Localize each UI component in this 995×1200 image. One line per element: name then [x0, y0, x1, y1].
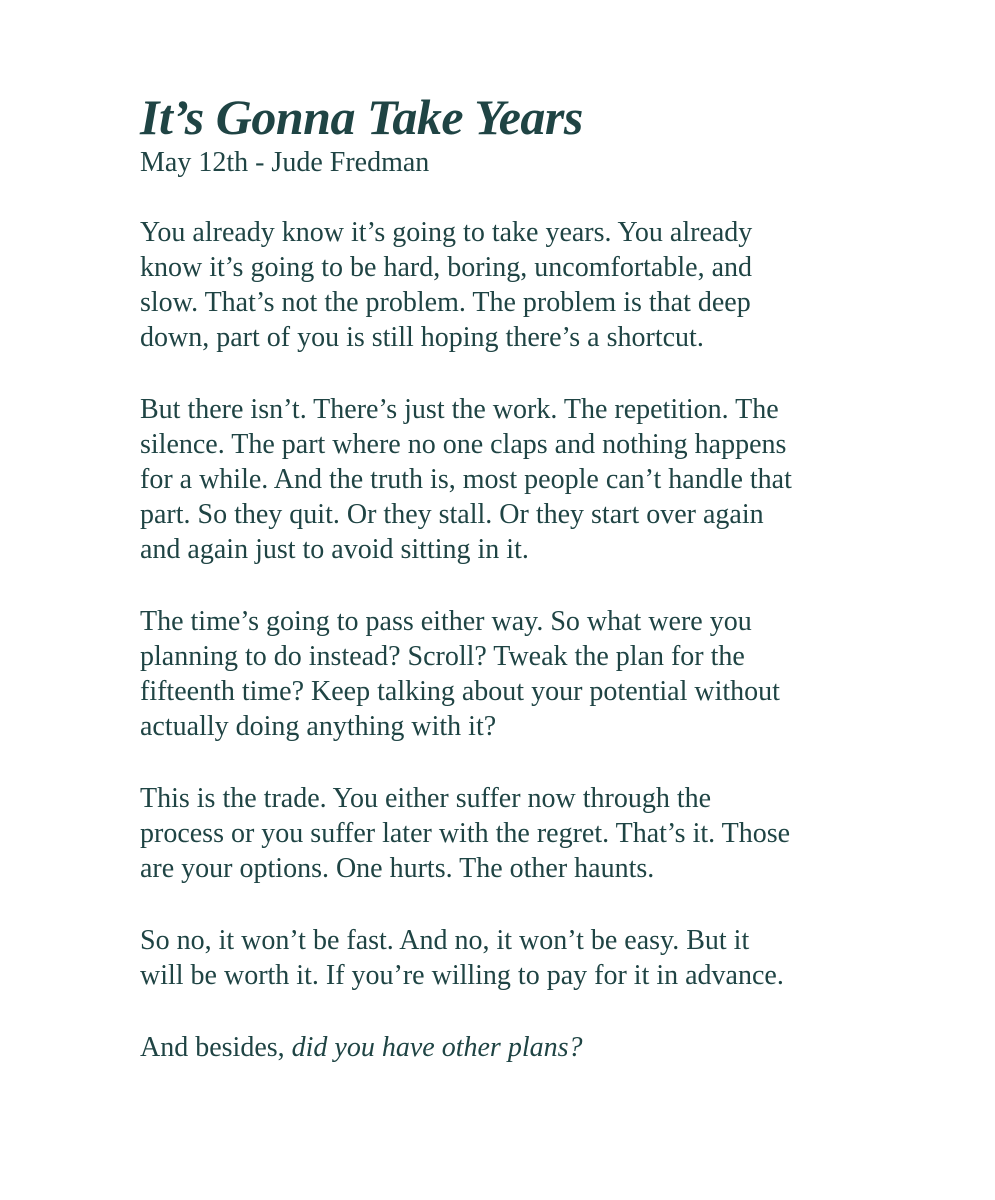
closing-emphasis: did you have other plans? — [291, 1032, 583, 1063]
text-line: are your options. One hurts. The other haunts. — [140, 853, 655, 884]
paragraph-5 — [140, 923, 840, 993]
paragraph-1 — [140, 215, 840, 355]
text-line: You already know it’s going to take years. You already — [140, 217, 753, 248]
text-line: down, part of you is still hoping there’s a shortcut. — [140, 322, 704, 353]
article-title: It’s Gonna Take Years — [140, 89, 583, 145]
closing-lead: And besides, — [140, 1032, 285, 1063]
article — [140, 88, 840, 1102]
text-line: part. So they quit. Or they stall. Or they start over again — [140, 499, 764, 530]
closing-paragraph — [140, 1030, 840, 1065]
text-line: know it’s going to be hard, boring, uncomfortable, and — [140, 252, 752, 283]
paragraph-3 — [140, 604, 840, 744]
text-line: This is the trade. You either suffer now through the — [140, 783, 712, 814]
text-line: planning to do instead? Scroll? Tweak the plan for the — [140, 641, 745, 672]
article-byline: May 12th - Jude Fredman — [140, 147, 430, 178]
text-line: silence. The part where no one claps and nothing happens — [140, 429, 787, 460]
paragraph-2 — [140, 392, 840, 567]
paragraph-4 — [140, 781, 840, 886]
text-line: for a while. And the truth is, most people can’t handle that — [140, 464, 792, 495]
text-line: process or you suffer later with the regret. That’s it. Those — [140, 818, 791, 849]
text-line: will be worth it. If you’re willing to pay for it in advance. — [140, 960, 784, 991]
text-line: and again just to avoid sitting in it. — [140, 534, 529, 565]
text-line: actually doing anything with it? — [140, 711, 497, 742]
text-line: So no, it won’t be fast. And no, it won’t be easy. But it — [140, 925, 750, 956]
text-line: But there isn’t. There’s just the work. The repetition. The — [140, 394, 779, 425]
text-line: slow. That’s not the problem. The problem is that deep — [140, 287, 751, 318]
text-line: fifteenth time? Keep talking about your potential without — [140, 676, 780, 707]
text-line: The time’s going to pass either way. So what were you — [140, 606, 752, 637]
article-body — [140, 215, 840, 1065]
